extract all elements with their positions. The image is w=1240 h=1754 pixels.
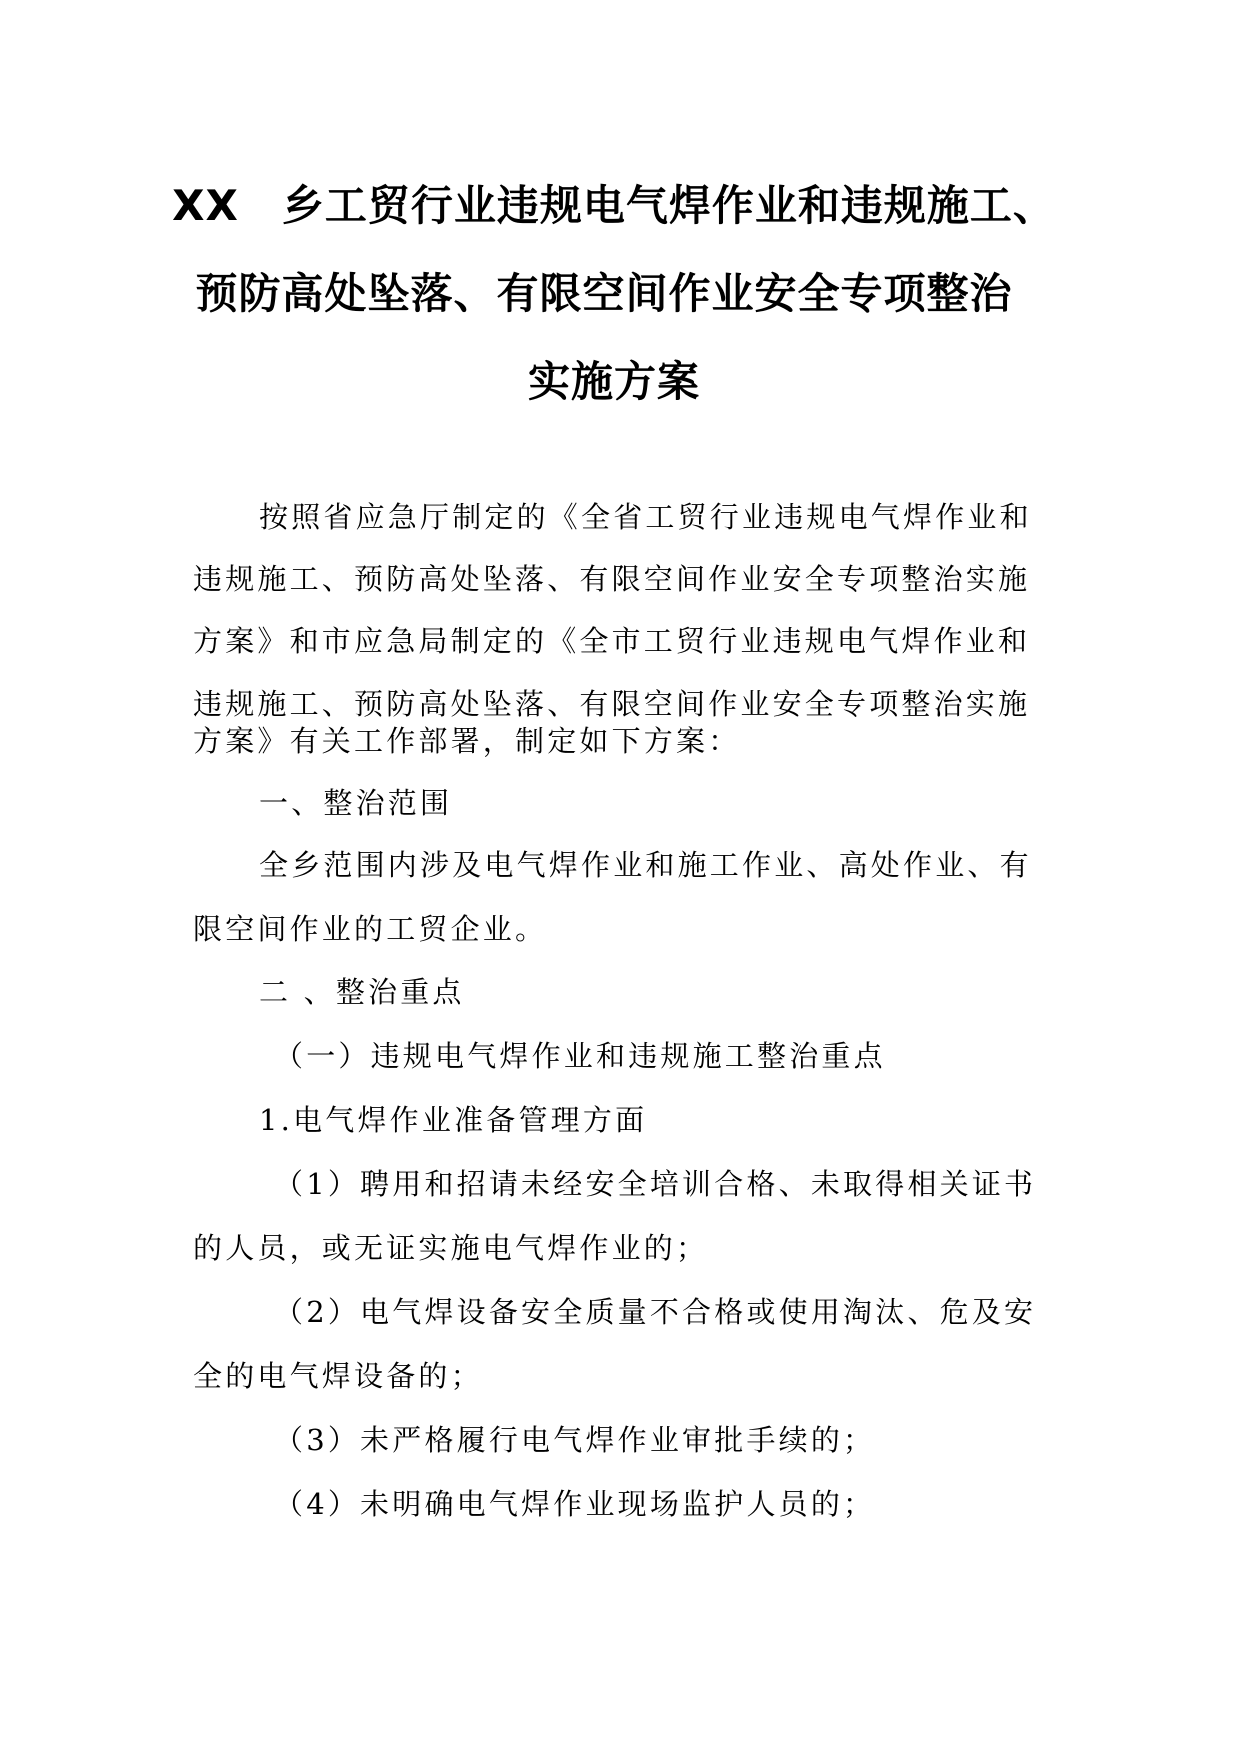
list-item-2-line-1: （2）电气焊设备安全质量不合格或使用淘汰、危及安 — [274, 1295, 1037, 1329]
paragraph-intro-line-1: 按照省应急厅制定的《全省工贸行业违规电气焊作业和 — [259, 500, 1032, 534]
list-item-1-line-2: 的人员，或无证实施电气焊作业的； — [193, 1231, 709, 1265]
paragraph-intro-line-2: 违规施工、预防高处坠落、有限空间作业安全专项整治实施 — [193, 562, 1031, 596]
paragraph-intro-line-5: 方案》有关工作部署，制定如下方案： — [193, 724, 741, 758]
paragraph-intro-line-3: 方案》和市应急局制定的《全市工贸行业违规电气焊作业和 — [193, 624, 1031, 658]
paragraph-intro-line-4: 违规施工、预防高处坠落、有限空间作业安全专项整治实施 — [193, 687, 1031, 721]
item-heading-preparation: 1.电气焊作业准备管理方面 — [259, 1103, 648, 1137]
document-title-line-3: 实施方案 — [527, 357, 700, 406]
list-item-4: （4）未明确电气焊作业现场监护人员的； — [274, 1487, 876, 1521]
list-item-2-line-2: 全的电气焊设备的； — [193, 1359, 483, 1393]
list-item-1-line-1: （1）聘用和招请未经安全培训合格、未取得相关证书 — [274, 1167, 1037, 1201]
list-item-3: （3）未严格履行电气焊作业审批手续的； — [274, 1423, 876, 1457]
document-title-line-1: XX 乡工贸行业违规电气焊作业和违规施工、 — [172, 181, 1056, 230]
paragraph-scope-line-2: 限空间作业的工贸企业。 — [193, 912, 548, 946]
document-title-line-2: 预防高处坠落、有限空间作业安全专项整治 — [195, 269, 1013, 318]
section-heading-focus: 二 、整治重点 — [259, 975, 465, 1009]
subsection-heading-welding: （一）违规电气焊作业和违规施工整治重点 — [274, 1039, 886, 1073]
paragraph-scope-line-1: 全乡范围内涉及电气焊作业和施工作业、高处作业、有 — [259, 848, 1032, 882]
section-heading-scope: 一、整治范围 — [259, 786, 453, 820]
